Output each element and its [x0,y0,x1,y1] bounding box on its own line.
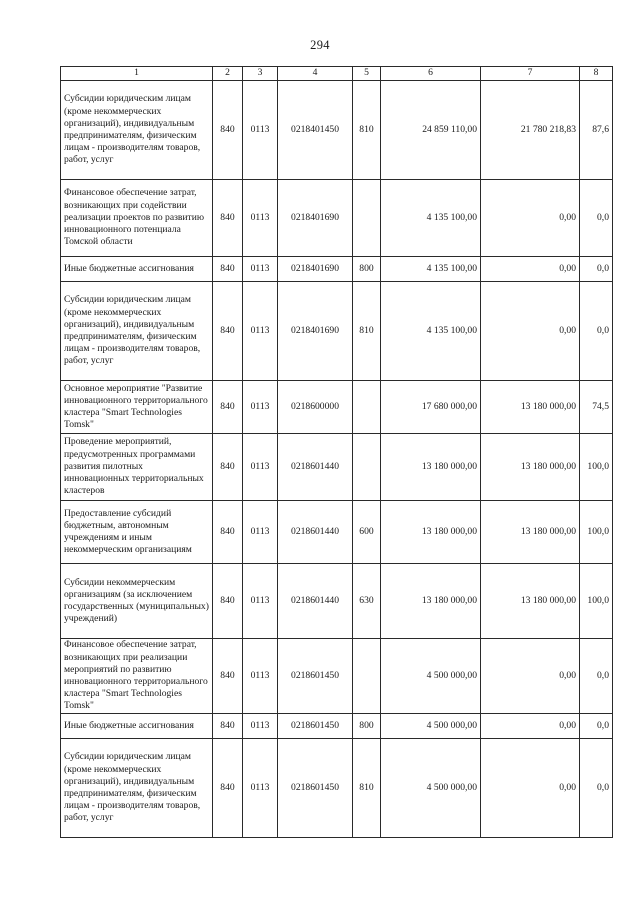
expense-type-cell [353,434,381,501]
ministry-code-cell: 840 [213,180,243,257]
row-name-cell: Субсидии юридическим лицам (кроме некоммерческих организаций), индивидуальным предпринимателям, физическим лицам - производителям товаров, работ, услуг [61,739,213,838]
expense-type-cell [353,639,381,714]
section-code-cell: 0113 [243,714,278,739]
column-header: 3 [243,67,278,81]
target-code-cell: 0218601440 [278,434,353,501]
page-number: 294 [310,38,330,52]
row-name-cell: Основное мероприятие "Развитие инновационного территориального кластера "Smart Technologies Tomsk" [61,381,213,434]
actual-amount-cell: 21 780 218,83 [481,81,580,180]
target-code-cell: 0218601450 [278,714,353,739]
target-code-cell: 0218401450 [278,81,353,180]
percent-cell: 0,0 [580,282,613,381]
table-row [61,639,613,714]
section-code-cell: 0113 [243,434,278,501]
column-header: 4 [278,67,353,81]
actual-amount-cell: 13 180 000,00 [481,564,580,639]
expense-type-cell: 810 [353,739,381,838]
target-code-cell: 0218601440 [278,501,353,564]
table-row [61,81,613,180]
section-code-cell: 0113 [243,81,278,180]
target-code-cell: 0218601450 [278,739,353,838]
target-code-cell: 0218401690 [278,282,353,381]
ministry-code-cell: 840 [213,81,243,180]
plan-amount-cell: 4 500 000,00 [381,739,481,838]
table-row [61,180,613,257]
expense-type-cell: 800 [353,714,381,739]
actual-amount-cell: 13 180 000,00 [481,381,580,434]
row-name-cell: Предоставление субсидий бюджетным, автономным учреждениям и иным некоммерческим организациям [61,501,213,564]
budget-table [60,66,613,838]
table-row [61,434,613,501]
percent-cell: 0,0 [580,714,613,739]
actual-amount-cell: 13 180 000,00 [481,434,580,501]
column-header: 1 [61,67,213,81]
section-code-cell: 0113 [243,381,278,434]
plan-amount-cell: 4 500 000,00 [381,714,481,739]
actual-amount-cell: 0,00 [481,739,580,838]
target-code-cell: 0218601450 [278,639,353,714]
column-header: 8 [580,67,613,81]
plan-amount-cell: 24 859 110,00 [381,81,481,180]
section-code-cell: 0113 [243,257,278,282]
expense-type-cell: 800 [353,257,381,282]
row-name-cell: Иные бюджетные ассигнования [61,257,213,282]
percent-cell: 0,0 [580,180,613,257]
row-name-cell: Субсидии некоммерческим организациям (за исключением государственных (муниципальных) учреждений) [61,564,213,639]
ministry-code-cell: 840 [213,501,243,564]
expense-type-cell: 630 [353,564,381,639]
plan-amount-cell: 17 680 000,00 [381,381,481,434]
expense-type-cell [353,180,381,257]
plan-amount-cell: 4 500 000,00 [381,639,481,714]
ministry-code-cell: 840 [213,381,243,434]
table-row [61,564,613,639]
expense-type-cell: 600 [353,501,381,564]
percent-cell: 100,0 [580,564,613,639]
percent-cell: 100,0 [580,501,613,564]
ministry-code-cell: 840 [213,739,243,838]
ministry-code-cell: 840 [213,714,243,739]
percent-cell: 87,6 [580,81,613,180]
actual-amount-cell: 0,00 [481,257,580,282]
plan-amount-cell: 4 135 100,00 [381,282,481,381]
plan-amount-cell: 13 180 000,00 [381,501,481,564]
plan-amount-cell: 13 180 000,00 [381,564,481,639]
row-name-cell: Иные бюджетные ассигнования [61,714,213,739]
section-code-cell: 0113 [243,501,278,564]
table-row [61,381,613,434]
section-code-cell: 0113 [243,180,278,257]
row-name-cell: Субсидии юридическим лицам (кроме некоммерческих организаций), индивидуальным предпринимателям, физическим лицам - производителям товаров, работ, услуг [61,282,213,381]
column-header: 2 [213,67,243,81]
table-row [61,714,613,739]
actual-amount-cell: 13 180 000,00 [481,501,580,564]
actual-amount-cell: 0,00 [481,180,580,257]
target-code-cell: 0218401690 [278,180,353,257]
row-name-cell: Проведение мероприятий, предусмотренных программами развития пилотных инновационных территориальных кластеров [61,434,213,501]
table-row [61,257,613,282]
column-header: 7 [481,67,580,81]
section-code-cell: 0113 [243,739,278,838]
row-name-cell: Финансовое обеспечение затрат, возникающих при содействии реализации проектов по развитию инновационного потенциала Томской области [61,180,213,257]
expense-type-cell [353,381,381,434]
table-row [61,501,613,564]
ministry-code-cell: 840 [213,564,243,639]
actual-amount-cell: 0,00 [481,714,580,739]
column-header: 5 [353,67,381,81]
target-code-cell: 0218601440 [278,564,353,639]
section-code-cell: 0113 [243,639,278,714]
plan-amount-cell: 13 180 000,00 [381,434,481,501]
actual-amount-cell: 0,00 [481,639,580,714]
column-header: 6 [381,67,481,81]
section-code-cell: 0113 [243,282,278,381]
row-name-cell: Финансовое обеспечение затрат, возникающих при реализации мероприятий по развитию инновационного территориального кластера "Smart Technologies Tomsk" [61,639,213,714]
percent-cell: 0,0 [580,639,613,714]
plan-amount-cell: 4 135 100,00 [381,257,481,282]
ministry-code-cell: 840 [213,282,243,381]
actual-amount-cell: 0,00 [481,282,580,381]
table-row [61,282,613,381]
target-code-cell: 0218401690 [278,257,353,282]
table-row [61,739,613,838]
target-code-cell: 0218600000 [278,381,353,434]
plan-amount-cell: 4 135 100,00 [381,180,481,257]
percent-cell: 0,0 [580,739,613,838]
expense-type-cell: 810 [353,81,381,180]
ministry-code-cell: 840 [213,639,243,714]
row-name-cell: Субсидии юридическим лицам (кроме некоммерческих организаций), индивидуальным предпринимателям, физическим лицам - производителям товаров, работ, услуг [61,81,213,180]
percent-cell: 0,0 [580,257,613,282]
section-code-cell: 0113 [243,564,278,639]
percent-cell: 100,0 [580,434,613,501]
expense-type-cell: 810 [353,282,381,381]
ministry-code-cell: 840 [213,434,243,501]
ministry-code-cell: 840 [213,257,243,282]
table-header-row [61,67,613,81]
percent-cell: 74,5 [580,381,613,434]
